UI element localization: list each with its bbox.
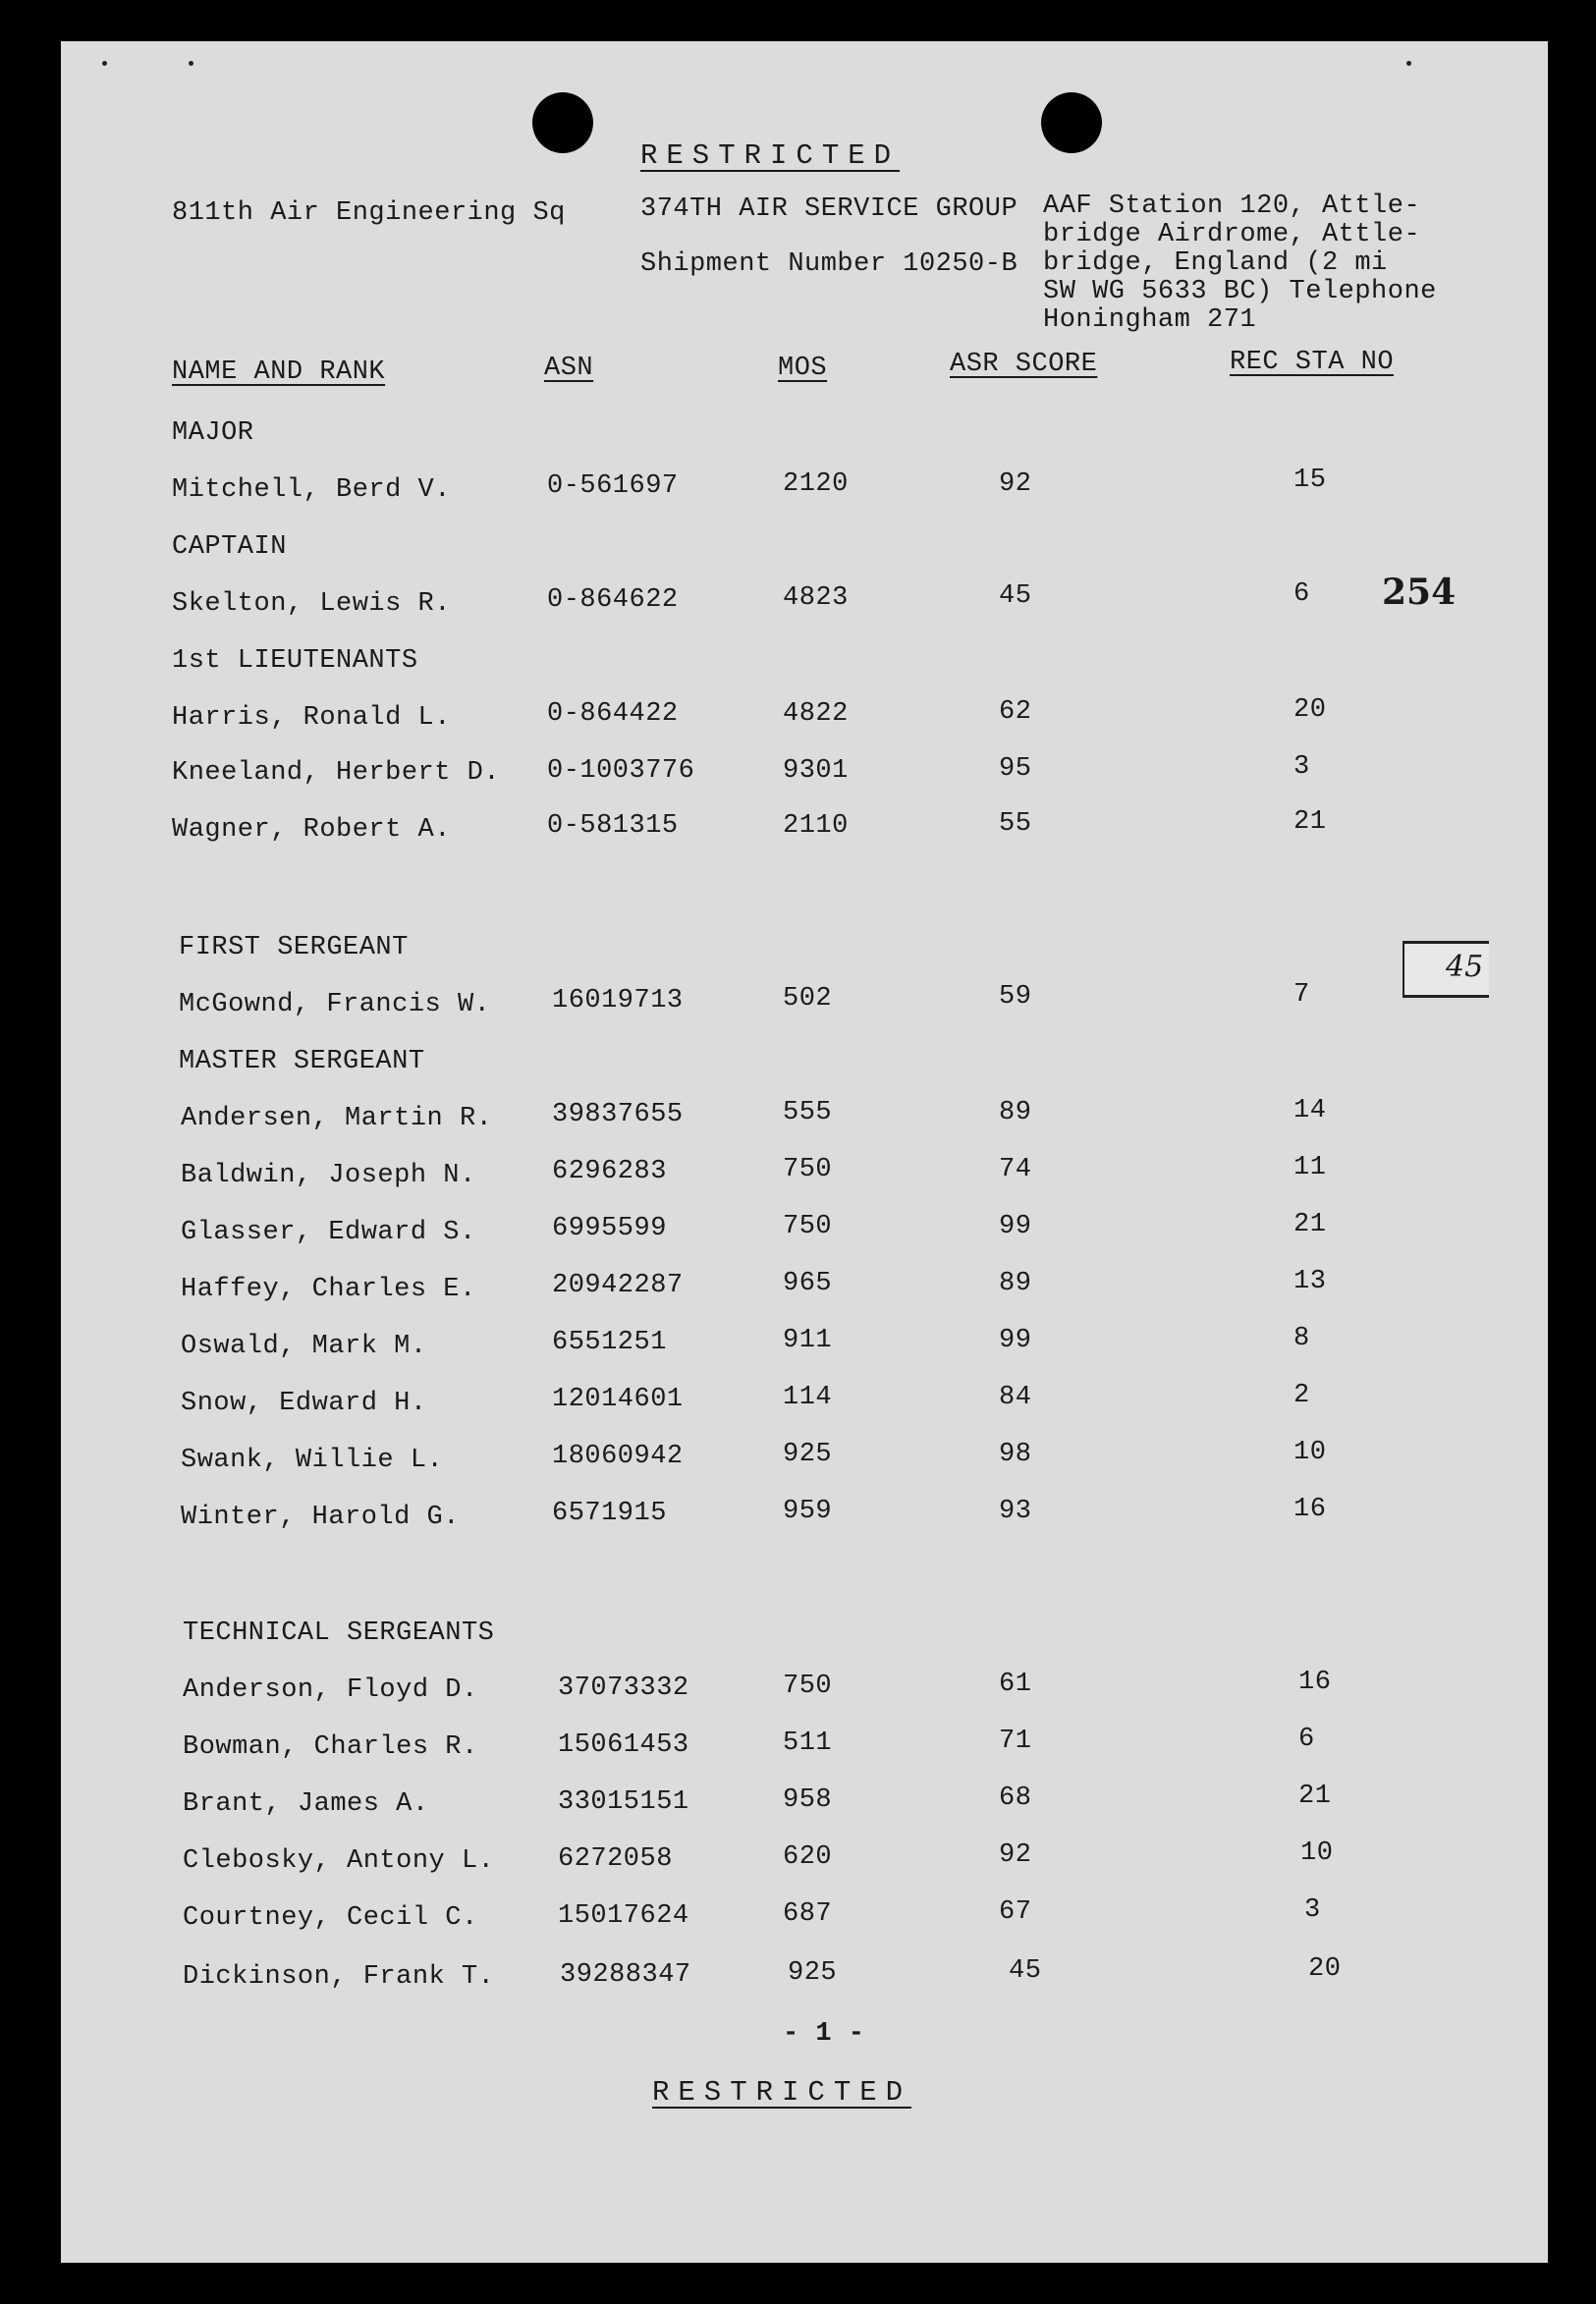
row-mos: 958: [783, 1785, 833, 1815]
row-asn: 16019713: [552, 986, 684, 1015]
row-mos: 4823: [783, 583, 849, 613]
row-rec-sta-no: 16: [1298, 1668, 1332, 1697]
row-asn: 6571915: [552, 1499, 667, 1528]
row-mos: 925: [783, 1440, 833, 1469]
column-header-rec-sta-no: REC STA NO: [1230, 348, 1395, 377]
row-name: Haffey, Charles E.: [181, 1275, 476, 1304]
row-rec-sta-no: 21: [1293, 807, 1327, 837]
row-rec-sta-no: 7: [1293, 980, 1310, 1010]
row-mos: 750: [783, 1672, 833, 1701]
row-mos: 750: [783, 1212, 833, 1241]
row-asn: 6272058: [558, 1844, 673, 1874]
row-rec-sta-no: 20: [1293, 695, 1327, 725]
row-mos: 750: [783, 1155, 833, 1184]
column-header-asr-score: ASR SCORE: [950, 350, 1098, 379]
row-mos: 114: [783, 1383, 833, 1412]
section-title-1st-lieutenants: 1st LIEUTENANTS: [172, 646, 418, 676]
row-asr-score: 67: [999, 1897, 1032, 1927]
paper-mark: [102, 61, 107, 66]
column-header-mos: MOS: [778, 354, 828, 383]
row-mos: 959: [783, 1497, 833, 1526]
row-asn: 20942287: [552, 1271, 684, 1300]
row-mos: 2120: [783, 469, 849, 499]
row-asn: 6551251: [552, 1328, 667, 1357]
stamped-number: 254: [1382, 572, 1457, 613]
row-mos: 9301: [783, 756, 849, 786]
column-header-asn: ASN: [544, 354, 594, 383]
row-asn: 15017624: [558, 1901, 689, 1931]
row-name: Anderson, Floyd D.: [183, 1675, 478, 1705]
row-asn: 0-864422: [547, 699, 679, 729]
index-tab-number: 45: [1446, 950, 1484, 984]
row-rec-sta-no: 11: [1293, 1153, 1327, 1182]
row-asr-score: 74: [999, 1155, 1032, 1184]
row-asn: 15061453: [558, 1730, 689, 1760]
row-rec-sta-no: 21: [1293, 1210, 1327, 1239]
row-asn: 0-864622: [547, 585, 679, 615]
row-mos: 687: [783, 1899, 833, 1929]
row-asr-score: 71: [999, 1727, 1032, 1756]
row-asr-score: 68: [999, 1783, 1032, 1813]
row-asr-score: 92: [999, 469, 1032, 499]
row-asn: 37073332: [558, 1673, 689, 1703]
row-name: Dickinson, Frank T.: [183, 1962, 495, 1992]
row-name: Skelton, Lewis R.: [172, 589, 451, 619]
row-rec-sta-no: 16: [1293, 1495, 1327, 1524]
row-asn: 6296283: [552, 1157, 667, 1186]
row-mos: 502: [783, 984, 833, 1014]
row-mos: 911: [783, 1326, 833, 1355]
row-asr-score: 93: [999, 1497, 1032, 1526]
row-name: Oswald, Mark M.: [181, 1332, 427, 1361]
group-name: 374TH AIR SERVICE GROUP: [640, 194, 1018, 224]
column-header-name: NAME AND RANK: [172, 357, 386, 387]
section-title-technical-sergeants: TECHNICAL SERGEANTS: [183, 1618, 495, 1648]
row-rec-sta-no: 10: [1300, 1838, 1334, 1868]
row-rec-sta-no: 2: [1293, 1381, 1310, 1410]
row-mos: 555: [783, 1098, 833, 1127]
document-page: [61, 41, 1548, 2263]
row-name: Bowman, Charles R.: [183, 1732, 478, 1762]
row-asr-score: 84: [999, 1383, 1032, 1412]
row-rec-sta-no: 6: [1298, 1725, 1315, 1754]
restricted-header: RESTRICTED: [640, 139, 901, 172]
row-asr-score: 99: [999, 1326, 1032, 1355]
row-name: Harris, Ronald L.: [172, 703, 451, 733]
row-asr-score: 61: [999, 1670, 1032, 1699]
row-rec-sta-no: 14: [1293, 1096, 1327, 1125]
shipment-number: Shipment Number 10250-B: [640, 249, 1018, 279]
row-name: Baldwin, Joseph N.: [181, 1161, 476, 1190]
row-rec-sta-no: 3: [1304, 1895, 1321, 1925]
row-asn: 6995599: [552, 1214, 667, 1243]
row-asn: 18060942: [552, 1442, 684, 1471]
paper-mark: [189, 61, 193, 66]
row-rec-sta-no: 21: [1298, 1782, 1332, 1811]
row-asr-score: 62: [999, 697, 1032, 727]
row-name: Courtney, Cecil C.: [183, 1903, 478, 1933]
row-asr-score: 95: [999, 754, 1032, 784]
row-asr-score: 59: [999, 982, 1032, 1012]
row-asr-score: 45: [1009, 1956, 1042, 1986]
row-rec-sta-no: 15: [1293, 466, 1327, 495]
row-asr-score: 45: [999, 581, 1032, 611]
row-asn: 33015151: [558, 1787, 689, 1817]
row-name: Wagner, Robert A.: [172, 815, 451, 845]
section-title-major: MAJOR: [172, 418, 254, 448]
row-mos: 511: [783, 1728, 833, 1758]
row-mos: 2110: [783, 811, 849, 841]
punch-hole-left: [532, 92, 593, 153]
row-asr-score: 89: [999, 1098, 1032, 1127]
row-asn: 39837655: [552, 1100, 684, 1129]
row-asr-score: 99: [999, 1212, 1032, 1241]
row-mos: 965: [783, 1269, 833, 1298]
row-name: Glasser, Edward S.: [181, 1218, 476, 1247]
row-mos: 4822: [783, 699, 849, 729]
row-name: Swank, Willie L.: [181, 1446, 444, 1475]
row-asr-score: 89: [999, 1269, 1032, 1298]
index-tab: [1403, 941, 1489, 998]
row-rec-sta-no: 3: [1293, 752, 1310, 782]
row-asn: 0-581315: [547, 811, 679, 841]
row-name: Andersen, Martin R.: [181, 1104, 493, 1133]
row-name: Clebosky, Antony L.: [183, 1846, 495, 1876]
row-rec-sta-no: 20: [1308, 1954, 1342, 1984]
row-name: Winter, Harold G.: [181, 1503, 460, 1532]
row-asn: 0-561697: [547, 471, 679, 501]
restricted-footer: RESTRICTED: [652, 2076, 912, 2109]
row-name: Mitchell, Berd V.: [172, 475, 451, 505]
section-title-first-sergeant: FIRST SERGEANT: [179, 933, 409, 962]
row-name: McGownd, Francis W.: [179, 990, 491, 1019]
row-asr-score: 55: [999, 809, 1032, 839]
row-name: Snow, Edward H.: [181, 1389, 427, 1418]
row-rec-sta-no: 10: [1293, 1438, 1327, 1467]
row-asn: 0-1003776: [547, 756, 695, 786]
section-title-master-sergeant: MASTER SERGEANT: [179, 1047, 425, 1076]
row-mos: 620: [783, 1842, 833, 1872]
row-name: Brant, James A.: [183, 1789, 429, 1819]
row-asn: 39288347: [560, 1960, 691, 1990]
paper-mark: [1406, 61, 1411, 66]
row-mos: 925: [788, 1958, 838, 1988]
station-address: AAF Station 120, Attle- bridge Airdrome, Attle- bridge, England (2 mi SW WG 5633 BC) Telephone Honingham 271: [1043, 192, 1437, 335]
punch-hole-right: [1041, 92, 1102, 153]
row-rec-sta-no: 8: [1293, 1324, 1310, 1353]
row-rec-sta-no: 6: [1293, 579, 1310, 609]
row-rec-sta-no: 13: [1293, 1267, 1327, 1296]
unit-name: 811th Air Engineering Sq: [172, 198, 566, 228]
row-asr-score: 98: [999, 1440, 1032, 1469]
page-number: - 1 -: [783, 2019, 865, 2049]
section-title-captain: CAPTAIN: [172, 532, 287, 562]
row-asn: 12014601: [552, 1385, 684, 1414]
row-asr-score: 92: [999, 1840, 1032, 1870]
row-name: Kneeland, Herbert D.: [172, 758, 501, 788]
